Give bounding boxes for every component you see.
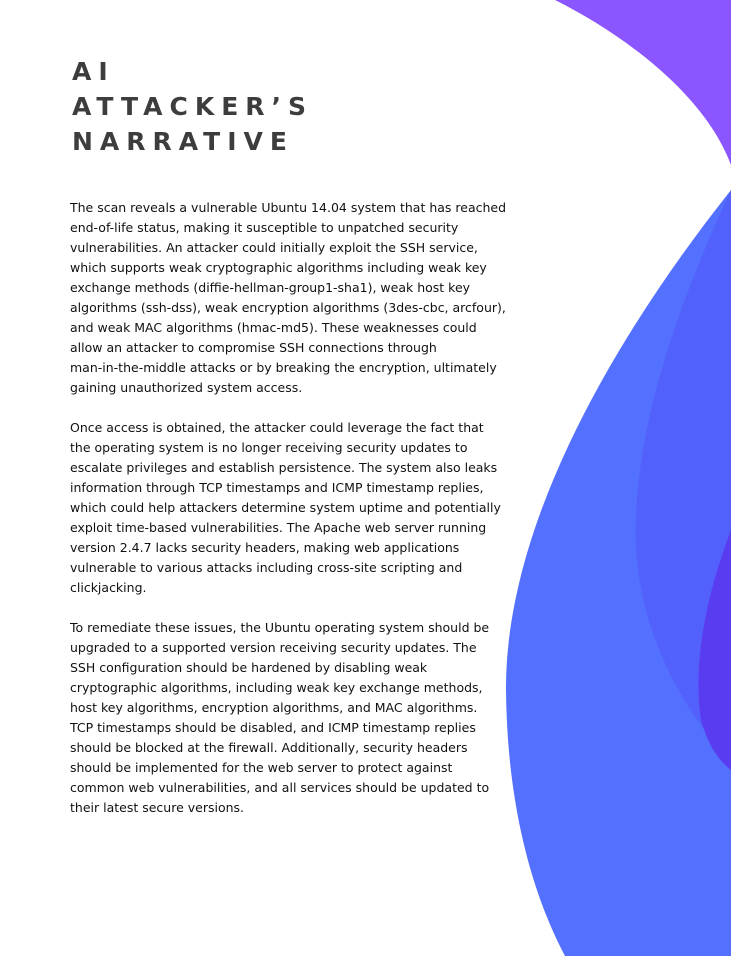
text-line: end-of-life status, making it susceptible to unpatched security: [70, 220, 459, 235]
text-line: the operating system is no longer receiving security updates to: [70, 440, 468, 455]
text-line: vulnerable to various attacks including cross-site scripting and: [70, 560, 463, 575]
narrative-body: [70, 198, 507, 838]
title-line-3: NARRATIVE: [72, 127, 294, 156]
text-line: should be implemented for the web server to protect against: [70, 760, 453, 775]
text-line: algorithms (ssh-dss), weak encryption algorithms (3des-cbc, arcfour),: [70, 300, 506, 315]
text-line: which supports weak cryptographic algorithms including weak key: [70, 260, 487, 275]
text-line: common web vulnerabilities, and all services should be updated to: [70, 780, 490, 795]
text-line: which could help attackers determine system uptime and potentially: [70, 500, 501, 515]
text-line: version 2.4.7 lacks security headers, making web applications: [70, 540, 460, 555]
text-line: escalate privileges and establish persistence. The system also leaks: [70, 460, 498, 475]
text-line: their latest secure versions.: [70, 800, 245, 815]
text-line: allow an attacker to compromise SSH connections through: [70, 340, 437, 355]
top-right-purple-wave: [555, 0, 731, 165]
paragraph-2: [70, 418, 501, 598]
text-line: host key algorithms, encryption algorithms, and MAC algorithms.: [70, 700, 478, 715]
title-line-2: ATTACKER’S: [72, 92, 314, 121]
text-line: gaining unauthorized system access.: [70, 380, 303, 395]
text-line: exchange methods (diffie-hellman-group1-sha1), weak host key: [70, 280, 471, 295]
text-line: To remediate these issues, the Ubuntu operating system should be: [70, 620, 490, 635]
text-line: clickjacking.: [70, 580, 147, 595]
text-line: cryptographic algorithms, including weak key exchange methods,: [70, 680, 483, 695]
page-title: [72, 54, 313, 159]
text-line: upgraded to a supported version receiving security updates. The: [70, 640, 477, 655]
text-line: man-in-the-middle attacks or by breaking the encryption, ultimately: [70, 360, 497, 375]
paragraph-3: [70, 618, 490, 818]
text-line: and weak MAC algorithms (hmac-md5). These weaknesses could: [70, 320, 477, 335]
text-line: TCP timestamps should be disabled, and ICMP timestamp replies: [70, 720, 476, 735]
title-line-1: AI: [72, 57, 115, 86]
text-line: Once access is obtained, the attacker could leverage the fact that: [70, 420, 484, 435]
text-line: SSH configuration should be hardened by disabling weak: [70, 660, 428, 675]
text-line: exploit time-based vulnerabilities. The Apache web server running: [70, 520, 487, 535]
text-line: information through TCP timestamps and ICMP timestamp replies,: [70, 480, 484, 495]
text-line: The scan reveals a vulnerable Ubuntu 14.04 system that has reached: [70, 200, 507, 215]
paragraph-1: [70, 198, 507, 398]
text-line: should be blocked at the firewall. Additionally, security headers: [70, 740, 468, 755]
text-line: vulnerabilities. An attacker could initially exploit the SSH service,: [70, 240, 478, 255]
